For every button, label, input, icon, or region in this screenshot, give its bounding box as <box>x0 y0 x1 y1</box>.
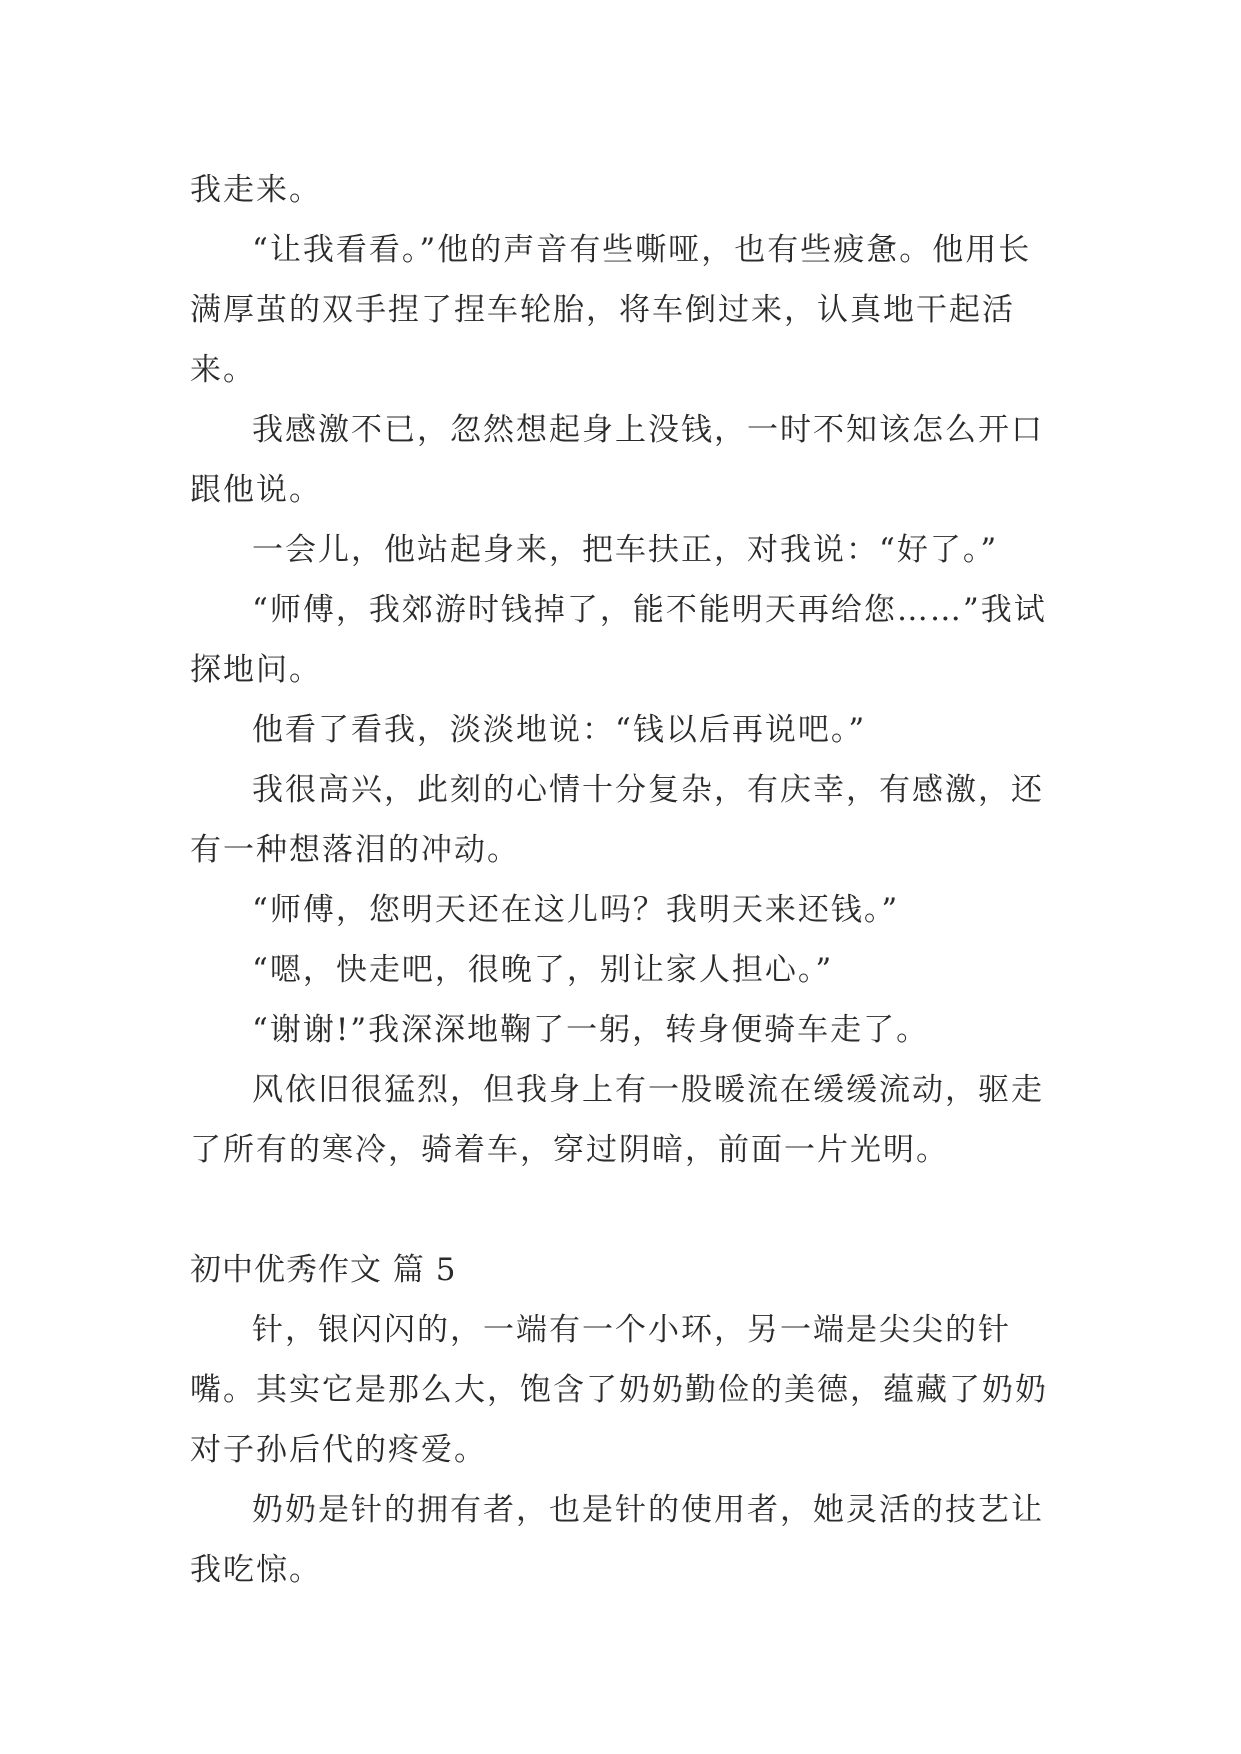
paragraph: 我感激不已，忽然想起身上没钱，一时不知该怎么开口跟他说。 <box>190 412 1044 508</box>
paragraph: 我很高兴，此刻的心情十分复杂，有庆幸，有感激，还有一种想落泪的冲动。 <box>190 772 1044 868</box>
document-body <box>190 160 1060 1600</box>
paragraph: “师傅，您明天还在这儿吗？我明天来还钱。” <box>252 892 900 928</box>
paragraph: 风依旧很猛烈，但我身上有一股暖流在缓缓流动，驱走了所有的寒冷，骑着车，穿过阴暗，前面一片光明。 <box>190 1072 1044 1168</box>
paragraph: 奶奶是针的拥有者，也是针的使用者，她灵活的技艺让我吃惊。 <box>190 1492 1044 1588</box>
paragraph: 针，银闪闪的，一端有一个小环，另一端是尖尖的针嘴。其实它是那么大，饱含了奶奶勤俭的美德，蕴藏了奶奶对子孙后代的疼爱。 <box>190 1312 1048 1468</box>
paragraph: “嗯，快走吧，很晚了，别让家人担心。” <box>252 952 834 988</box>
paragraph: “谢谢!”我深深地鞠了一躬，转身便骑车走了。 <box>252 1012 930 1048</box>
paragraph: 一会儿，他站起身来，把车扶正，对我说：“好了。” <box>252 532 999 568</box>
paragraph: 他看了看我，淡淡地说：“钱以后再说吧。” <box>252 712 867 748</box>
paragraph: “让我看看。”他的声音有些嘶哑，也有些疲惫。他用长满厚茧的双手捏了捏车轮胎，将车倒过来，认真地干起活来。 <box>190 232 1032 388</box>
section-heading: 初中优秀作文 篇 5 <box>190 1252 457 1288</box>
paragraph: “师傅，我郊游时钱掉了，能不能明天再给您……”我试探地问。 <box>190 592 1047 688</box>
paragraph: 我走来。 <box>190 172 322 208</box>
